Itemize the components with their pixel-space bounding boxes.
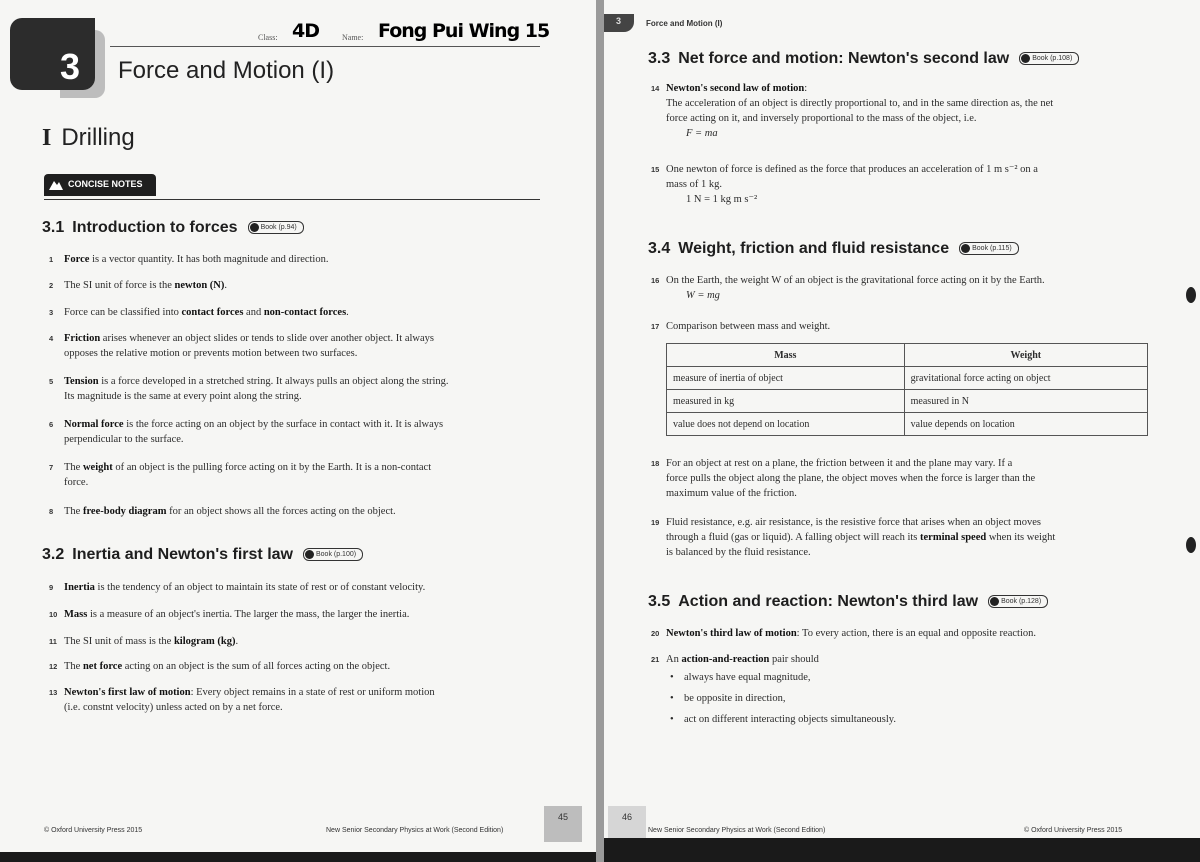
list-item	[651, 273, 1045, 303]
table-cell: measured in kg	[667, 390, 905, 413]
item-text: force acting on it, and inversely proportional to the mass of the object, i.e.	[666, 113, 977, 124]
item-text: An	[666, 654, 682, 665]
list-item	[651, 626, 1036, 641]
mass-weight-table	[666, 343, 1148, 436]
bullet-item: • act on different interacting objects simultaneously.	[684, 714, 896, 725]
table-header-row	[667, 344, 1148, 367]
section-label: Introduction to forces	[72, 219, 238, 236]
table-header: Mass	[667, 344, 905, 367]
equation: F = ma	[686, 128, 718, 139]
bottom-edge	[0, 852, 596, 862]
item-text: and	[243, 307, 264, 318]
section-title	[42, 219, 304, 237]
list-item	[651, 162, 1038, 207]
chapter-number: 3	[60, 46, 81, 87]
book-reference[interactable]: Book (p.115)	[959, 242, 1019, 255]
item-text: One newton of force is defined as the force that produces an acceleration of 1 m s⁻² on a	[666, 164, 1038, 175]
item-text: The SI unit of mass is the	[64, 636, 174, 647]
table-cell: value depends on location	[904, 413, 1147, 436]
list-item	[49, 504, 396, 519]
item-text: is balanced by the fluid resistance.	[666, 547, 811, 558]
item-text: of an object is the pulling force acting on it by the Earth. It is a non-contact	[112, 462, 432, 473]
book-reference[interactable]: Book (p.108)	[1019, 52, 1079, 65]
item-number: 16	[651, 276, 660, 285]
item-number: 9	[49, 583, 54, 592]
item-text: Force can be classified into	[64, 307, 182, 318]
item-number: 5	[49, 377, 54, 386]
item-number: 13	[49, 688, 58, 697]
item-text: perpendicular to the surface.	[64, 434, 184, 445]
header-rule	[110, 46, 540, 47]
class-label: Class:	[258, 33, 278, 42]
item-text: : Every object remains in a state of rest or uniform motion	[190, 687, 435, 698]
item-text: The acceleration of an object is directly proportional to, and in the same direction as, the net	[666, 98, 1054, 109]
notes-banner-label: CONCISE NOTES	[68, 179, 143, 189]
section-title	[648, 593, 1048, 611]
item-bold: weight	[82, 462, 113, 473]
item-text: mass of 1 kg.	[666, 179, 722, 190]
section-number: 3.1	[42, 219, 65, 236]
running-header: Force and Motion (I)	[646, 19, 723, 28]
chapter-number: 3	[616, 16, 622, 26]
right-page	[604, 0, 1200, 862]
item-bold: Newton's third law of motion	[666, 628, 797, 639]
left-page	[0, 0, 596, 862]
item-text: : To every action, there is an equal and opposite reaction.	[796, 628, 1036, 639]
item-bold: newton (N)	[174, 280, 225, 291]
section-title	[648, 50, 1079, 68]
book-reference[interactable]: Book (p.94)	[248, 221, 304, 234]
item-text: .	[235, 636, 239, 647]
item-text: Its magnitude is the same at every point along the string.	[64, 391, 302, 402]
item-text: is the tendency of an object to maintain its state of rest or of constant velocity.	[94, 582, 426, 593]
item-bold: non-contact forces	[263, 307, 347, 318]
notes-rule	[44, 199, 540, 200]
item-number: 20	[651, 629, 660, 638]
item-bold: Newton's second law of motion	[666, 83, 805, 94]
footer-book-title: New Senior Secondary Physics at Work (Second Edition)	[648, 827, 826, 834]
item-text: is a force developed in a stretched string. It always pulls an object along the string.	[98, 376, 449, 387]
item-bold: free-body diagram	[82, 506, 167, 517]
list-item	[49, 278, 228, 293]
chapter-title: Force and Motion (I)	[118, 57, 335, 84]
item-bold: kilogram (kg)	[173, 636, 236, 647]
item-text: For an object at rest on a plane, the friction between it and the plane may vary. If a	[666, 458, 1013, 469]
list-item	[49, 607, 410, 622]
item-text: On the Earth, the weight W of an object is the gravitational force acting on it by the Earth.	[666, 275, 1045, 286]
part-heading	[42, 124, 135, 152]
section-label: Weight, friction and fluid resistance	[678, 240, 950, 257]
chapter-tab	[10, 18, 95, 90]
section-title	[648, 240, 1019, 258]
list-item	[651, 456, 1036, 501]
table-row	[667, 367, 1148, 390]
item-text: through a fluid (gas or liquid). A falling object will reach its	[666, 532, 920, 543]
book-gutter	[596, 0, 604, 862]
item-text: pair should	[769, 654, 819, 665]
equation: W = mg	[686, 290, 720, 301]
concise-notes-banner	[44, 174, 156, 196]
item-number: 2	[49, 281, 54, 290]
bullet-item: • be opposite in direction,	[684, 693, 785, 704]
table-cell: measured in N	[904, 390, 1147, 413]
table-cell: gravitational force acting on object	[904, 367, 1147, 390]
item-number: 14	[651, 84, 660, 93]
list-item	[49, 331, 435, 361]
item-text: :	[804, 83, 808, 94]
bullet-item: • always have equal magnitude,	[684, 672, 811, 683]
item-bold: Inertia	[64, 582, 95, 593]
item-bold: action-and-reaction	[681, 654, 770, 665]
item-text: arises whenever an object slides or tends to slide over another object. It always	[100, 333, 435, 344]
item-number: 17	[651, 322, 660, 331]
list-item	[651, 81, 1054, 141]
item-text: The	[64, 661, 83, 672]
table-row	[667, 413, 1148, 436]
table-cell: value does not depend on location	[667, 413, 905, 436]
item-text: .	[346, 307, 349, 318]
footer-copyright: © Oxford University Press 2015	[1024, 827, 1123, 834]
list-item	[49, 252, 329, 267]
footer-copyright: © Oxford University Press 2015	[44, 827, 143, 834]
list-item	[651, 652, 819, 667]
item-text: The SI unit of force is the	[64, 280, 175, 291]
item-number: 18	[651, 459, 660, 468]
item-bold: Newton's first law of motion	[64, 687, 191, 698]
item-bold: Friction	[64, 333, 101, 344]
item-text: Comparison between mass and weight.	[666, 321, 831, 332]
item-number: 4	[49, 334, 54, 343]
list-item	[49, 374, 449, 404]
item-text: .	[224, 280, 228, 291]
chapter-tab	[604, 14, 634, 32]
list-item	[49, 685, 435, 715]
section-number: 3.4	[648, 240, 671, 257]
part-roman: I	[42, 125, 52, 151]
item-bold: net force	[82, 661, 123, 672]
item-text: for an object shows all the forces acting on the object.	[166, 506, 396, 517]
item-number: 3	[49, 308, 54, 317]
table-header: Weight	[904, 344, 1147, 367]
item-text: force pulls the object along the plane, the object moves when the force is larger than the	[666, 473, 1036, 484]
name-label: Name:	[342, 33, 364, 42]
name-value: Fong Pui Wing 15	[378, 20, 550, 42]
item-text: opposes the relative motion or prevents motion between two surfaces.	[64, 348, 358, 359]
item-text: The	[64, 462, 83, 473]
item-number: 12	[49, 662, 58, 671]
item-text: when its weight	[986, 532, 1056, 543]
list-item	[49, 460, 432, 490]
item-text: The	[64, 506, 83, 517]
section-label: Action and reaction: Newton's third law	[678, 593, 979, 610]
section-number: 3.2	[42, 546, 65, 563]
item-text: force.	[64, 477, 89, 488]
list-item	[49, 634, 239, 649]
section-label: Inertia and Newton's first law	[72, 546, 293, 563]
item-number: 21	[651, 655, 660, 664]
section-number: 3.5	[648, 593, 671, 610]
page-number: 46	[608, 806, 646, 842]
section-number: 3.3	[648, 50, 671, 67]
book-reference[interactable]: Book (p.128)	[988, 595, 1048, 608]
item-text: Fluid resistance, e.g. air resistance, is the resistive force that arises when an object moves	[666, 517, 1041, 528]
item-text: is a measure of an object's inertia. The larger the mass, the larger the inertia.	[87, 609, 410, 620]
item-bold: Force	[64, 254, 90, 265]
item-bold: Tension	[64, 376, 99, 387]
item-number: 7	[49, 463, 54, 472]
list-item	[49, 659, 391, 674]
item-number: 11	[49, 637, 57, 646]
item-bold: Mass	[64, 609, 88, 620]
equation: 1 N = 1 kg m s⁻²	[686, 194, 758, 205]
list-item	[651, 515, 1056, 560]
part-title: Drilling	[61, 124, 135, 151]
item-text: maximum value of the friction.	[666, 488, 797, 499]
item-number: 8	[49, 507, 54, 516]
punch-hole	[1186, 537, 1196, 553]
item-bold: contact forces	[181, 307, 244, 318]
section-title	[42, 546, 363, 564]
item-number: 1	[49, 255, 54, 264]
item-number: 15	[651, 165, 660, 174]
list-item	[49, 305, 349, 320]
table-cell: measure of inertia of object	[667, 367, 905, 390]
punch-hole	[1186, 287, 1196, 303]
item-text: is the force acting on an object by the surface in contact with it. It is always	[123, 419, 444, 430]
item-text: acting on an object is the sum of all forces acting on the object.	[122, 661, 391, 672]
item-text: is a vector quantity. It has both magnitude and direction.	[89, 254, 329, 265]
item-bold: Normal force	[64, 419, 124, 430]
notes-icon	[48, 178, 64, 192]
book-reference[interactable]: Book (p.100)	[303, 548, 363, 561]
item-number: 19	[651, 518, 660, 527]
list-item	[651, 319, 831, 334]
item-number: 6	[49, 420, 54, 429]
item-text: (i.e. constnt velocity) unless acted on by a net force.	[64, 702, 283, 713]
table-row	[667, 390, 1148, 413]
item-bold: terminal speed	[920, 532, 987, 543]
list-item	[49, 417, 444, 447]
item-number: 10	[49, 610, 58, 619]
class-value: 4D	[292, 20, 319, 42]
section-label: Net force and motion: Newton's second law	[678, 50, 1010, 67]
list-item	[49, 580, 426, 595]
page-number: 45	[544, 806, 582, 842]
bottom-edge	[604, 838, 1200, 862]
footer-book-title: New Senior Secondary Physics at Work (Second Edition)	[326, 827, 504, 834]
